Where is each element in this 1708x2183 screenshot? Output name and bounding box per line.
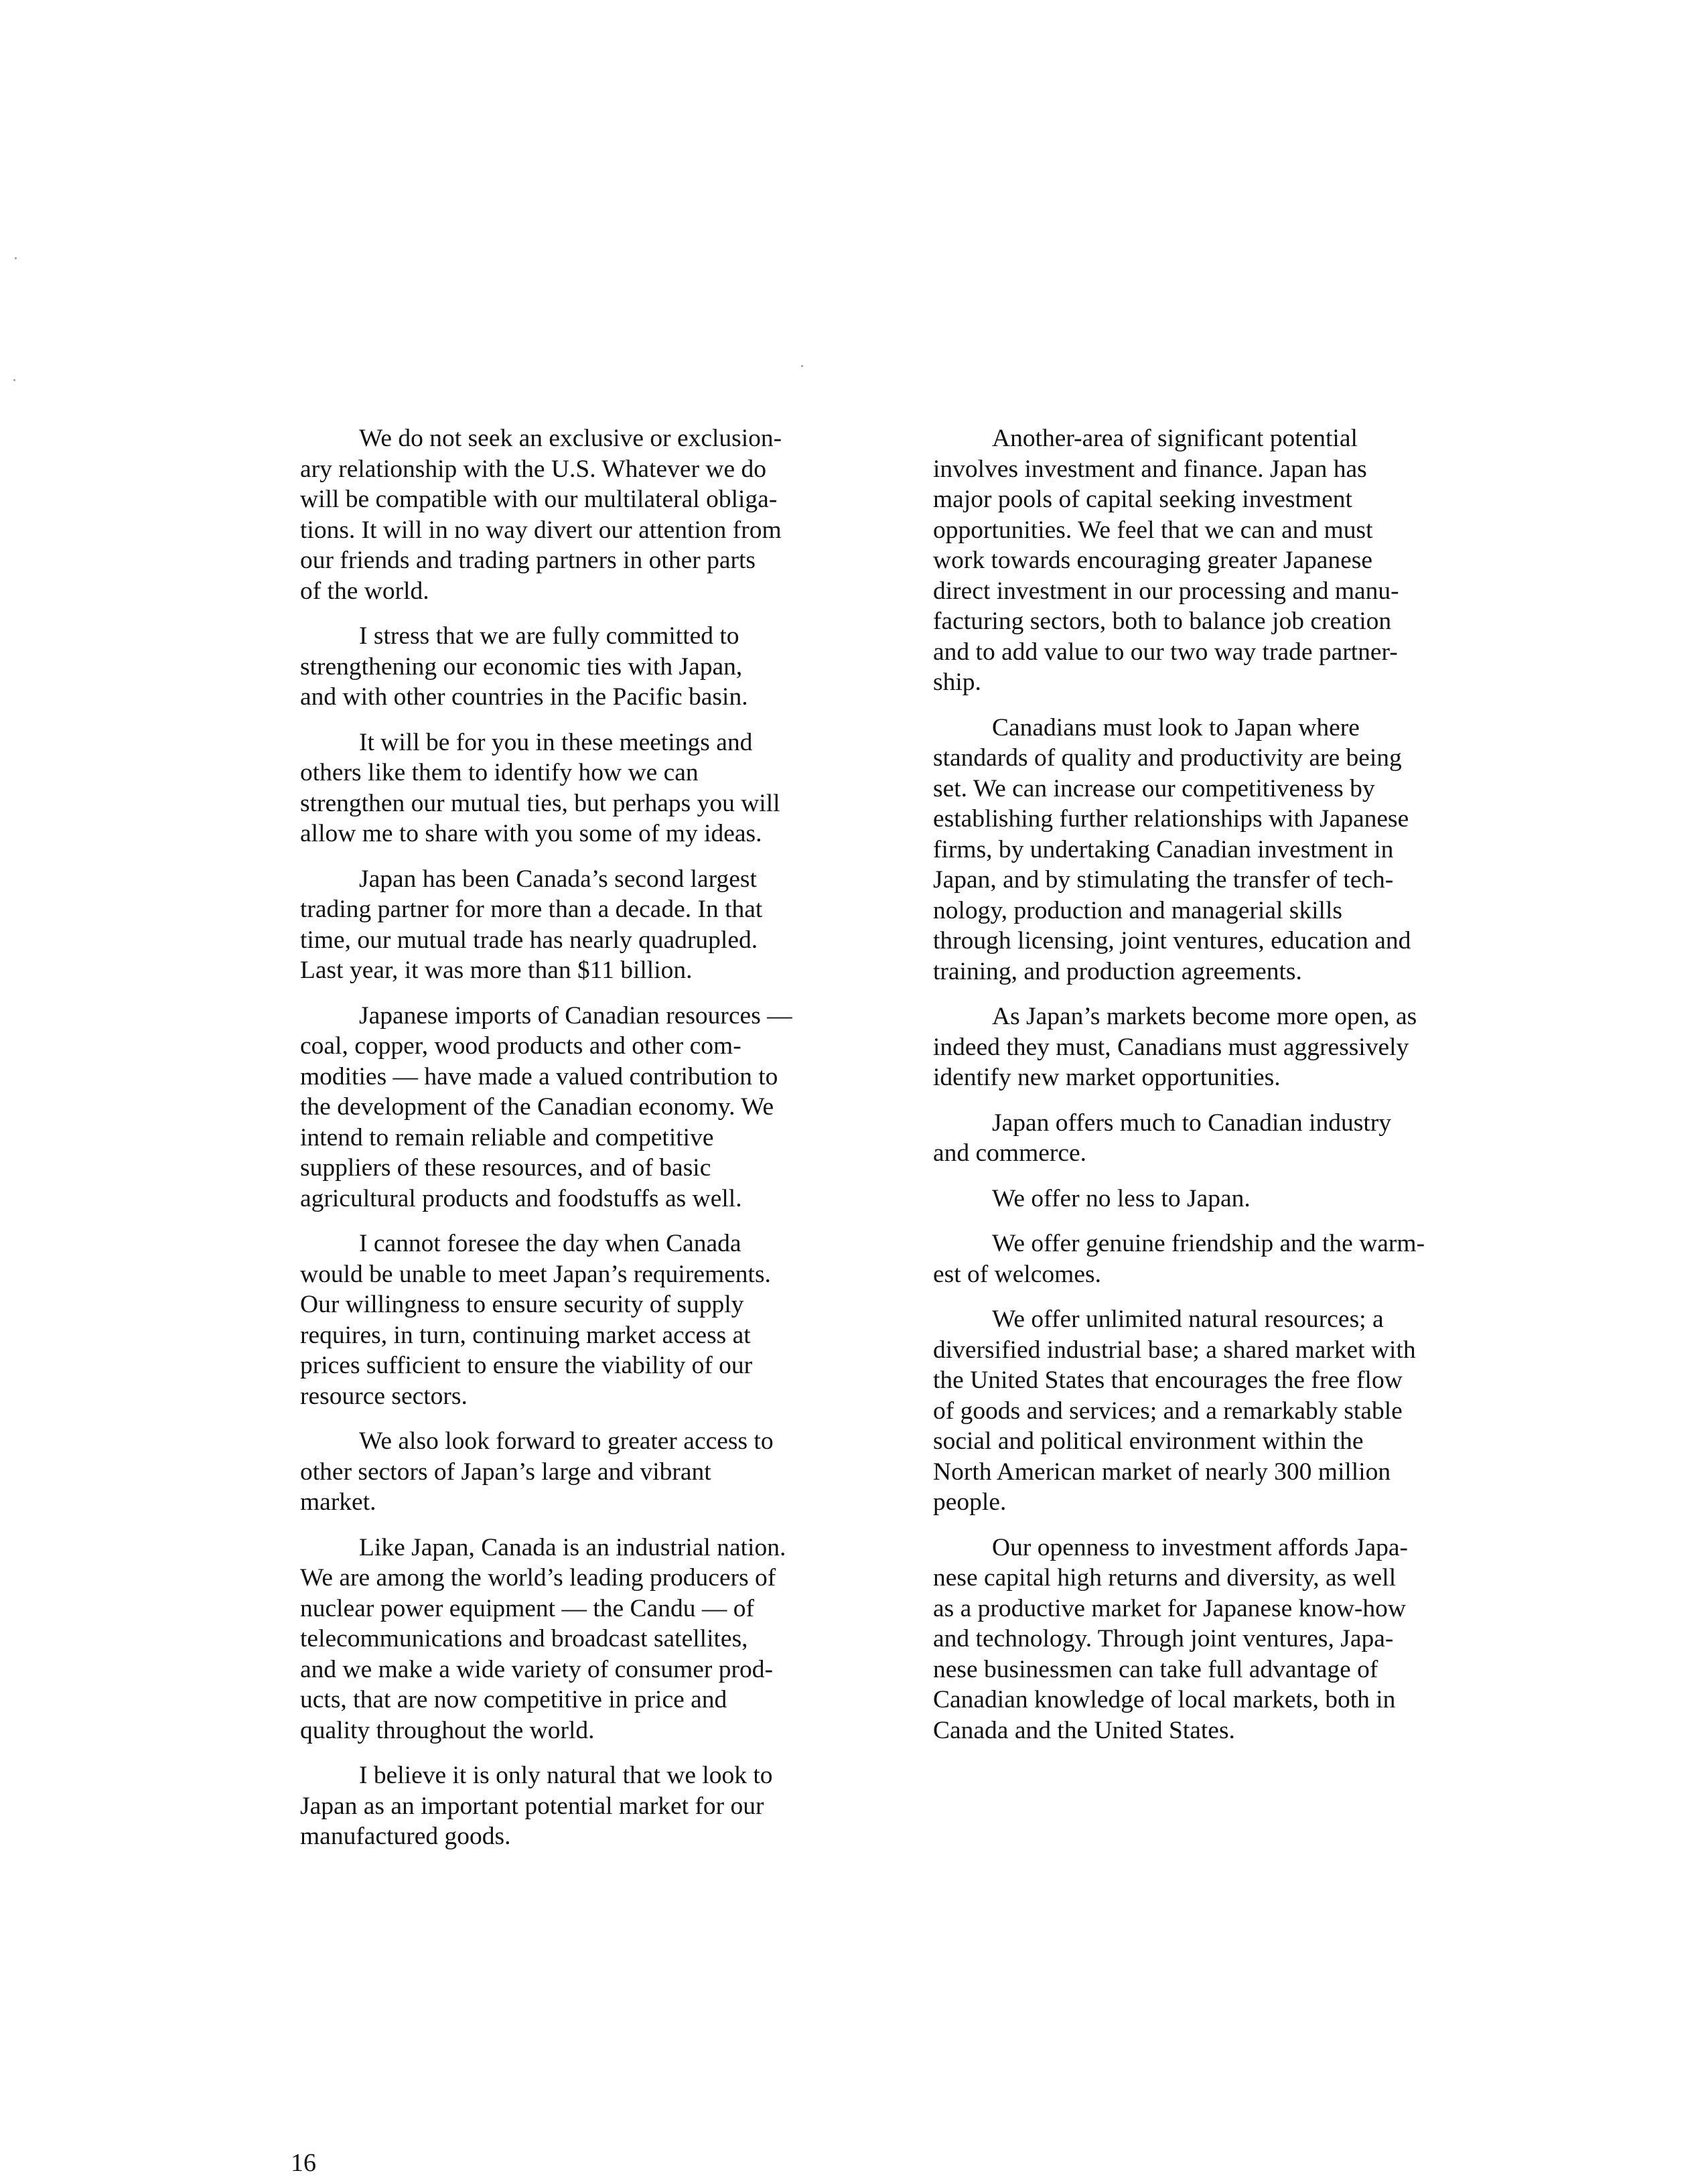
body-paragraph: Japanese imports of Canadian resources — coal, copper, wood products and other com- modities — have made a valued contribution to the development of the Canadian economy. We intend to remain reliable and competitive suppliers of these resources, and of basic agricultural products and foodstuffs as well. (300, 1001, 792, 1212)
body-paragraph: Like Japan, Canada is an industrial nation. We are among the world’s leading producers of nuclear power equipment — the Candu — of telecommunications and broadcast satellites, and we make a wide variety of consumer prod- ucts, that are now competitive in price and quality throughout the world. (300, 1533, 786, 1744)
right-column (933, 423, 1516, 1760)
scan-speck (15, 257, 17, 259)
body-paragraph: Another-area of significant potential involves investment and finance. Japan has major pools of capital seeking investment opportunities. We feel that we can and must work towards encouraging greater Japanese direct investment in our processing and manu- facturing sectors, both to balance job creation and to add value to our two way trade partner- ship. (933, 425, 1399, 696)
body-paragraph: Japan has been Canada’s second largest trading partner for more than a decade. In that time, our mutual trade has nearly quadrupled. Last year, it was more than $11 billion. (300, 865, 763, 984)
body-paragraph: Japan offers much to Canadian industry and commerce. (933, 1109, 1392, 1167)
body-paragraph: We offer unlimited natural resources; a diversified industrial base; a shared market with the United States that encourages the free flow of goods and services; and a remarkably stable social and political environment within the North American market of nearly 300 million people. (933, 1306, 1416, 1516)
page-number: 16 (291, 2149, 316, 2177)
scan-speck (801, 365, 803, 367)
body-paragraph: We offer genuine friendship and the warm- est of welcomes. (933, 1230, 1425, 1288)
body-paragraph: We do not seek an exclusive or exclusion- ary relationship with the U.S. Whatever we do will be compatible with our multilateral obliga- tions. It will in no way divert our attention from our friends and trading partners in other parts of the world. (300, 425, 782, 605)
body-paragraph: We also look forward to greater access to other sectors of Japan’s large and vibrant market. (300, 1427, 774, 1516)
body-paragraph: It will be for you in these meetings and others like them to identify how we can strengthen our mutual ties, but perhaps you will allow me to share with you some of my ideas. (300, 728, 780, 847)
body-paragraph: Our openness to investment affords Japa- nese capital high returns and diversity, as well as a productive market for Japanese know-how and technology. Through joint ventures, Japa- nese businessmen can take full advantage of Canadian knowledge of local markets, both in Canada and the United States. (933, 1533, 1409, 1744)
scan-speck (13, 379, 15, 381)
body-paragraph: We offer no less to Japan. (992, 1184, 1251, 1212)
body-paragraph: Canadians must look to Japan where standards of quality and productivity are being set. We can increase our competitiveness by establishing further relationships with Japanese firms, by undertaking Canadian investment in Japan, and by stimulating the transfer of tech- nology, production and managerial skills through licensing, joint ventures, education and training, and production agreements. (933, 713, 1411, 985)
body-paragraph: I cannot foresee the day when Canada would be unable to meet Japan’s requirements. Our willingness to ensure security of supply requires, in turn, continuing market access at prices sufficient to ensure the viability of our resource sectors. (300, 1230, 771, 1410)
body-paragraph: I stress that we are fully committed to strengthening our economic ties with Japan, and with other countries in the Pacific basin. (300, 622, 748, 711)
body-paragraph: I believe it is only natural that we look to Japan as an important potential market for our manufactured goods. (300, 1762, 773, 1850)
body-paragraph: As Japan’s markets become more open, as indeed they must, Canadians must aggressively identify new market opportunities. (933, 1003, 1417, 1091)
left-column (300, 423, 876, 1867)
